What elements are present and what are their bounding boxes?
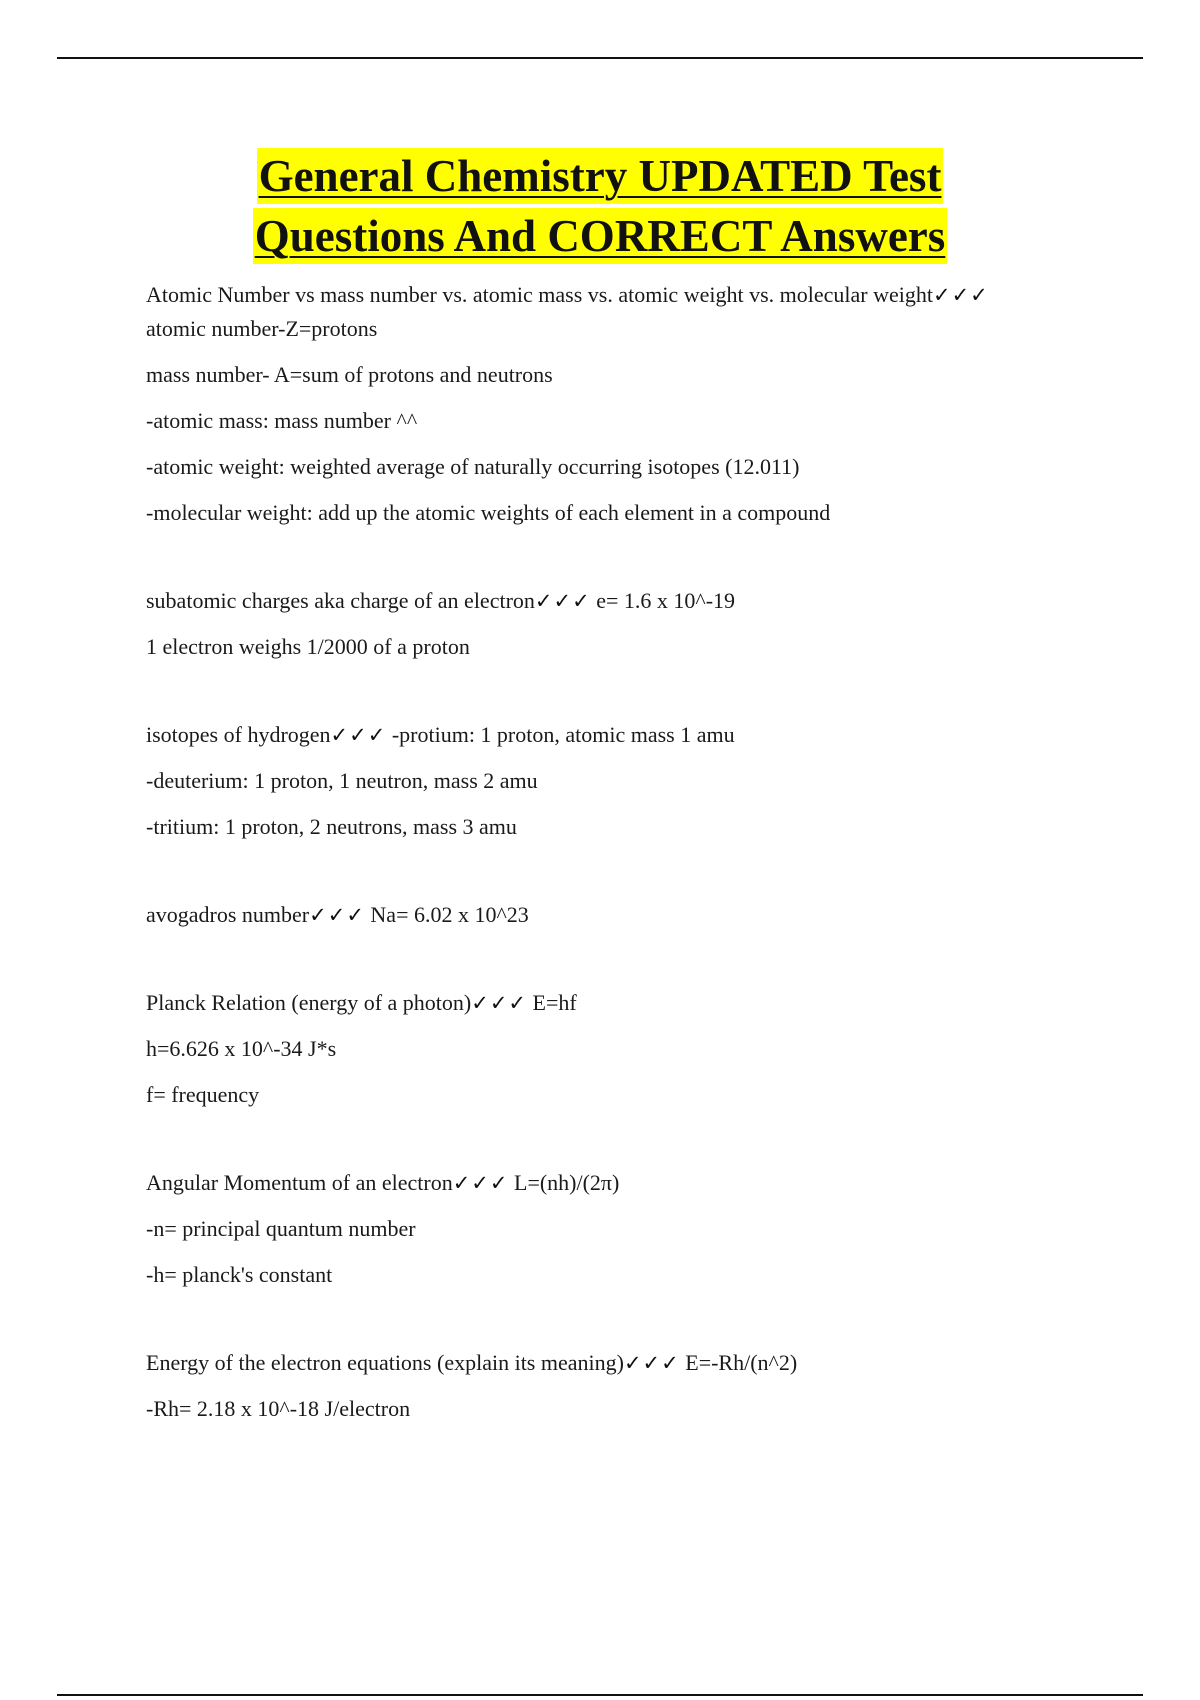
detail-line: -atomic weight: weighted average of naturally occurring isotopes (12.011): [146, 454, 800, 479]
checkmark-icon: ✓✓✓: [471, 991, 528, 1015]
answer-text: L=(nh)/(2π): [508, 1170, 620, 1195]
detail-line: -deuterium: 1 proton, 1 neutron, mass 2 amu: [146, 768, 538, 793]
checkmark-icon: ✓✓✓: [309, 903, 365, 927]
qa-content: [146, 278, 1026, 1426]
question-line: [146, 718, 1026, 752]
checkmark-icon: ✓✓✓: [452, 1171, 509, 1195]
qa-entry: [146, 278, 1026, 530]
question-line: [146, 584, 1026, 618]
detail-line: h=6.626 x 10^-34 J*s: [146, 1036, 337, 1061]
answer-text: atomic number-Z=protons: [146, 316, 378, 341]
detail-line: -tritium: 1 proton, 2 neutrons, mass 3 amu: [146, 814, 517, 839]
question-text: subatomic charges aka charge of an electron: [146, 588, 535, 613]
answer-text: E=hf: [527, 990, 577, 1015]
question-line: [146, 986, 1026, 1020]
detail-line: -h= planck's constant: [146, 1262, 333, 1287]
question-text: Angular Momentum of an electron: [146, 1170, 453, 1195]
answer-text: e= 1.6 x 10^-19: [590, 588, 736, 613]
question-line: [146, 278, 1026, 346]
detail-line: 1 electron weighs 1/2000 of a proton: [146, 634, 470, 659]
detail-line: -molecular weight: add up the atomic weights of each element in a compound: [146, 500, 831, 525]
question-line: [146, 898, 1026, 932]
top-rule: [57, 57, 1143, 59]
answer-text: -protium: 1 proton, atomic mass 1 amu: [386, 722, 735, 747]
qa-entry: [146, 1346, 1026, 1426]
question-text: Planck Relation (energy of a photon): [146, 990, 472, 1015]
qa-entry: [146, 1166, 1026, 1292]
checkmark-icon: ✓✓✓: [534, 589, 591, 613]
question-line: [146, 1346, 1026, 1380]
question-text: isotopes of hydrogen: [146, 722, 331, 747]
qa-entry: [146, 898, 1026, 932]
bottom-rule: [57, 1694, 1143, 1696]
checkmark-icon: ✓✓✓: [330, 723, 387, 747]
qa-entry: [146, 986, 1026, 1112]
title-line-1: General Chemistry UPDATED Test: [257, 148, 944, 204]
question-text: avogadros number: [146, 902, 310, 927]
checkmark-icon: ✓✓✓: [623, 1351, 680, 1375]
checkmark-icon: ✓✓✓: [932, 283, 989, 307]
detail-line: -atomic mass: mass number ^^: [146, 408, 418, 433]
question-text: Atomic Number vs mass number vs. atomic mass vs. atomic weight vs. molecular weight: [146, 282, 933, 307]
detail-line: mass number- A=sum of protons and neutrons: [146, 362, 553, 387]
question-text: Energy of the electron equations (explain its meaning): [146, 1350, 624, 1375]
qa-entry: [146, 584, 1026, 664]
qa-entry: [146, 718, 1026, 844]
title-line-2: Questions And CORRECT Answers: [253, 208, 948, 264]
detail-line: -n= principal quantum number: [146, 1216, 416, 1241]
answer-text: Na= 6.02 x 10^23: [364, 902, 529, 927]
question-line: [146, 1166, 1026, 1200]
detail-line: f= frequency: [146, 1082, 260, 1107]
document-title: [0, 148, 1200, 264]
answer-text: E=-Rh/(n^2): [679, 1350, 798, 1375]
detail-line: -Rh= 2.18 x 10^-18 J/electron: [146, 1396, 411, 1421]
